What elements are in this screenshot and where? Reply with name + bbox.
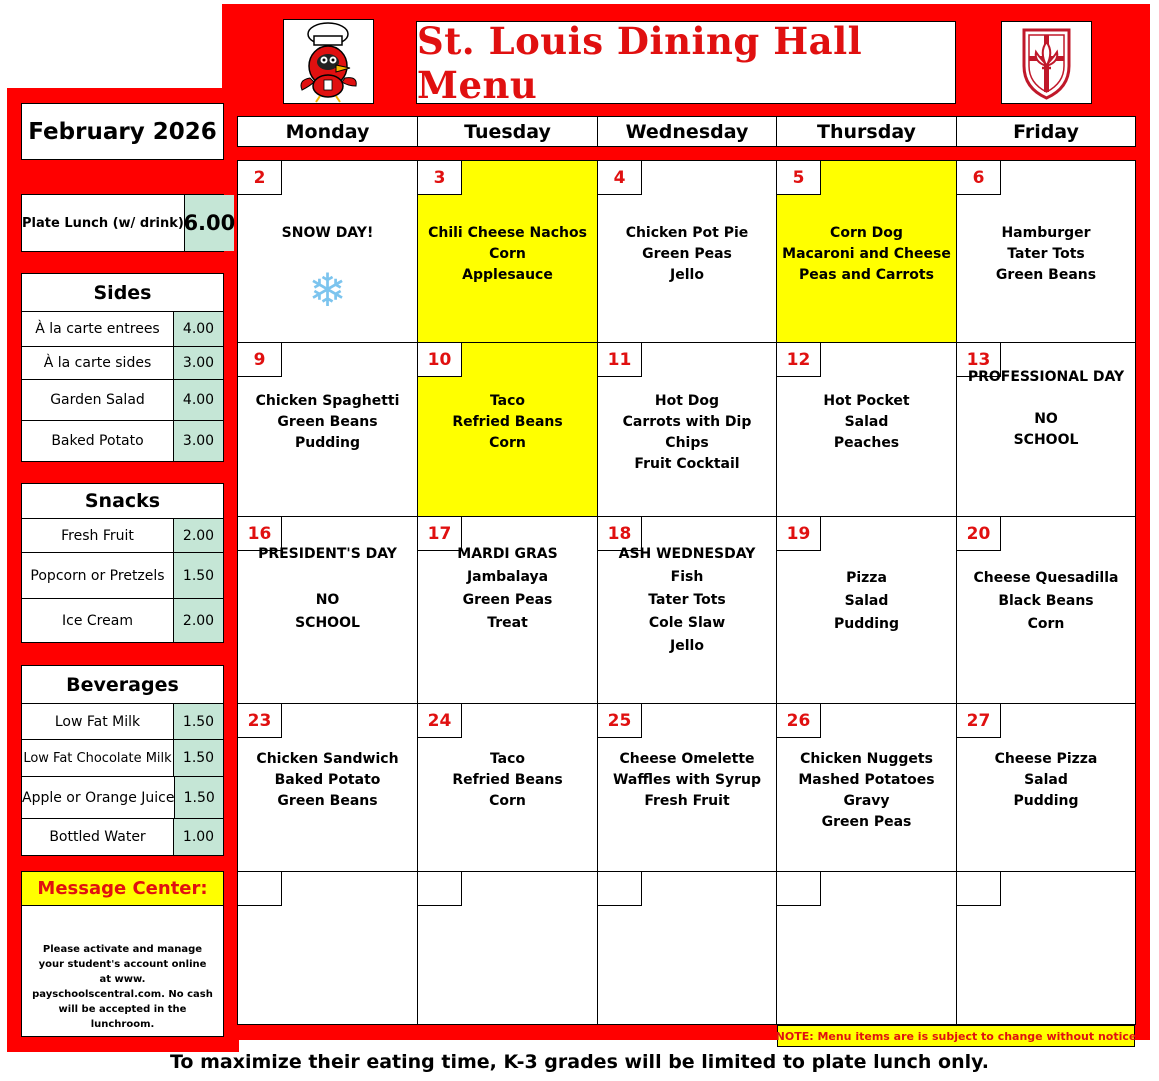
item-price: 1.50 <box>174 740 223 776</box>
menu-item: Jello <box>670 267 704 283</box>
menu-item: Corn <box>489 246 526 262</box>
cardinal-chef-icon <box>284 20 373 103</box>
menu-item: Macaroni and Cheese <box>782 246 951 262</box>
item-label: Low Fat Chocolate Milk <box>22 740 174 776</box>
item-price: 3.00 <box>174 421 223 461</box>
menu-item: Pudding <box>1013 793 1079 809</box>
day-label: Wednesday <box>625 120 749 143</box>
day-cell-thursday <box>776 160 957 343</box>
menu-items <box>957 749 1135 812</box>
menu-item: Chicken Sandwich <box>256 751 399 767</box>
price-row <box>22 777 223 819</box>
day-number: 4 <box>598 161 642 195</box>
day-cell-wednesday <box>597 160 777 343</box>
day-cell-tuesday <box>417 871 598 1025</box>
menu-item: Peaches <box>833 435 900 451</box>
price-row <box>22 347 223 380</box>
day-cell-thursday <box>776 871 957 1025</box>
menu-item: Green Beans <box>277 414 378 430</box>
day-label: Thursday <box>817 120 916 143</box>
day-cell-monday <box>237 703 418 872</box>
day-number <box>238 872 282 906</box>
message-center <box>21 871 224 1037</box>
item-price: 2.00 <box>174 599 223 642</box>
menu-item: Fresh Fruit <box>644 793 730 809</box>
plate-lunch-label: Plate Lunch (w/ drink) <box>22 195 185 251</box>
price-row <box>22 421 223 461</box>
menu-item: Cole Slaw <box>648 615 726 631</box>
crest-logo <box>1001 21 1092 104</box>
menu-item: Salad <box>1024 772 1068 788</box>
price-row <box>22 819 223 855</box>
menu-item: PRESIDENT'S DAY <box>258 546 397 562</box>
menu-item: Chips <box>665 435 709 451</box>
menu-item: Green Peas <box>642 246 732 262</box>
menu-item: NO <box>1034 411 1058 427</box>
menu-item <box>957 388 1135 409</box>
item-price: 1.00 <box>174 819 223 855</box>
day-cell-friday <box>956 516 1136 704</box>
menu-item: SCHOOL <box>1013 432 1079 448</box>
menu-item: Salad <box>844 593 889 609</box>
menu-items <box>777 391 956 454</box>
menu-items <box>238 749 417 812</box>
plate-lunch-row <box>22 195 236 251</box>
message-center-title: Message Center: <box>22 872 223 906</box>
menu-items <box>238 223 417 244</box>
menu-item: Treat <box>487 615 528 631</box>
menu-item: Green Peas <box>821 814 912 830</box>
snowflake-icon: ❄ <box>308 263 347 317</box>
header-monday <box>237 116 418 147</box>
day-cell-wednesday <box>597 516 777 704</box>
menu-items <box>418 749 597 812</box>
plate-lunch-price: 6.00 <box>185 195 234 251</box>
day-number: 19 <box>777 517 821 551</box>
day-cell-wednesday <box>597 342 777 517</box>
day-cell-tuesday <box>417 516 598 704</box>
day-number <box>957 872 1001 906</box>
menu-items <box>238 543 417 635</box>
day-number: 11 <box>598 343 642 377</box>
item-label: À la carte entrees <box>22 312 174 346</box>
menu-items <box>777 567 956 636</box>
snacks-title: Snacks <box>22 484 223 519</box>
item-label: Baked Potato <box>22 421 174 461</box>
menu-item: Jambalaya <box>466 569 549 585</box>
menu-item: Corn <box>1027 616 1065 632</box>
day-number: 16 <box>238 517 282 551</box>
mascot-logo <box>283 19 374 104</box>
header-tuesday <box>417 116 598 147</box>
price-row <box>22 599 223 642</box>
menu-item: Pudding <box>833 616 900 632</box>
day-number: 24 <box>418 704 462 738</box>
menu-item: Waffles with Syrup <box>612 772 762 788</box>
snacks-table <box>21 483 224 643</box>
menu-item: Chicken Pot Pie <box>625 225 749 241</box>
item-label: Fresh Fruit <box>22 519 174 552</box>
day-label: Tuesday <box>464 120 551 143</box>
day-number: 17 <box>418 517 462 551</box>
menu-item: Corn Dog <box>830 225 903 241</box>
change-notice: NOTE: Menu items are is subject to change without notice <box>777 1025 1135 1047</box>
day-cell-tuesday <box>417 703 598 872</box>
menu-item: Hot Dog <box>654 393 720 409</box>
menu-items <box>418 391 597 454</box>
price-row <box>22 519 223 553</box>
menu-item: Refried Beans <box>452 772 563 788</box>
item-price: 1.50 <box>174 553 223 598</box>
menu-item: Black Beans <box>998 593 1094 609</box>
header-friday <box>956 116 1136 147</box>
message-center-body: Please activate and manage your student's account online at www. payschoolscentral.com. No cash will be accepted in the lunchroom. <box>32 944 213 1030</box>
day-cell-friday <box>956 871 1136 1025</box>
sides-title: Sides <box>22 274 223 312</box>
price-row <box>22 704 223 740</box>
plate-lunch-box <box>21 194 236 252</box>
item-label: Apple or Orange Juice <box>22 777 175 818</box>
item-label: Garden Salad <box>22 380 174 420</box>
menu-items <box>238 391 417 454</box>
day-number <box>777 872 821 906</box>
beverages-table <box>21 665 224 856</box>
price-row <box>22 380 223 421</box>
menu-item: PROFESSIONAL DAY <box>967 369 1125 385</box>
item-price: 4.00 <box>174 380 223 420</box>
item-price: 2.00 <box>174 519 223 552</box>
day-cell-tuesday <box>417 342 598 517</box>
menu-item: SNOW DAY! <box>281 225 374 241</box>
menu-item: MARDI GRAS <box>457 546 558 562</box>
menu-item: Green Beans <box>277 793 378 809</box>
day-number: 6 <box>957 161 1001 195</box>
day-number: 2 <box>238 161 282 195</box>
day-cell-thursday <box>776 342 957 517</box>
menu-item: Peas and Carrots <box>799 267 934 283</box>
day-cell-friday <box>956 342 1136 517</box>
day-number: 20 <box>957 517 1001 551</box>
menu-item: Chicken Nuggets <box>800 751 933 767</box>
menu-item: Carrots with Dip <box>622 414 752 430</box>
fleur-de-lis-shield-icon <box>1002 22 1091 103</box>
menu-item: Applesauce <box>462 267 553 283</box>
menu-items <box>598 223 776 286</box>
menu-item: Corn <box>489 435 526 451</box>
item-label: Popcorn or Pretzels <box>22 553 174 598</box>
menu-items <box>598 749 776 812</box>
item-price: 1.50 <box>174 704 223 739</box>
item-label: Bottled Water <box>22 819 174 855</box>
menu-item: Gravy <box>843 793 890 809</box>
day-number <box>598 872 642 906</box>
day-cell-monday <box>237 160 418 343</box>
menu-item: Fish <box>670 569 704 585</box>
menu-items <box>777 749 956 833</box>
menu-items <box>598 543 776 658</box>
menu-items <box>957 367 1135 451</box>
day-cell-monday <box>237 871 418 1025</box>
day-number: 3 <box>418 161 462 195</box>
day-cell-tuesday <box>417 160 598 343</box>
menu-items <box>418 223 597 286</box>
menu-item: Hot Pocket <box>823 393 910 409</box>
beverages-title: Beverages <box>22 666 223 704</box>
menu-item: Chili Cheese Nachos <box>428 225 587 241</box>
day-label: Monday <box>285 120 370 143</box>
item-price: 4.00 <box>174 312 223 346</box>
menu-item: Green Peas <box>462 592 553 608</box>
day-cell-wednesday <box>597 871 777 1025</box>
item-price: 3.00 <box>174 347 223 379</box>
item-price: 1.50 <box>175 777 223 818</box>
day-number: 25 <box>598 704 642 738</box>
menu-item: Taco <box>489 751 526 767</box>
menu-item: Cheese Omelette <box>619 751 755 767</box>
day-number: 23 <box>238 704 282 738</box>
header-thursday <box>776 116 957 147</box>
day-number: 26 <box>777 704 821 738</box>
menu-item <box>238 566 417 589</box>
day-number: 13 <box>957 343 1001 377</box>
menu-title-box <box>416 18 956 107</box>
menu-item: Corn <box>489 793 526 809</box>
menu-item: Pudding <box>294 435 361 451</box>
day-cell-thursday <box>776 703 957 872</box>
menu-item: SCHOOL <box>295 615 360 631</box>
menu-item: Fruit Cocktail <box>634 456 740 472</box>
day-cell-friday <box>956 160 1136 343</box>
day-label: Friday <box>1013 120 1079 143</box>
menu-item: NO <box>315 592 340 608</box>
day-number: 9 <box>238 343 282 377</box>
footer-note: To maximize their eating time, K-3 grades will be limited to plate lunch only. <box>169 1051 990 1073</box>
menu-item: Green Beans <box>995 267 1097 283</box>
menu-item: Baked Potato <box>274 772 381 788</box>
day-number <box>418 872 462 906</box>
day-number: 10 <box>418 343 462 377</box>
page-title: St. Louis Dining Hall Menu <box>417 18 863 107</box>
menu-item: Refried Beans <box>452 414 563 430</box>
month-label: February 2026 <box>28 118 217 145</box>
item-label: Low Fat Milk <box>22 704 174 739</box>
menu-item: Tater Tots <box>1007 246 1085 262</box>
menu-items <box>418 543 597 635</box>
menu-item: Cheese Quesadilla <box>973 570 1119 586</box>
price-row <box>22 312 223 347</box>
menu-item: Tater Tots <box>648 592 726 608</box>
menu-items <box>598 391 776 475</box>
price-row <box>22 553 223 599</box>
menu-items <box>957 223 1135 286</box>
sides-table <box>21 273 224 462</box>
menu-items <box>777 223 956 286</box>
month-box <box>21 103 224 160</box>
day-number: 27 <box>957 704 1001 738</box>
menu-item: ASH WEDNESDAY <box>618 546 756 562</box>
menu-item: Taco <box>489 393 526 409</box>
day-cell-friday <box>956 703 1136 872</box>
menu-item: Hamburger <box>1001 225 1091 241</box>
menu-items <box>957 567 1135 636</box>
menu-item: Mashed Potatoes <box>798 772 935 788</box>
menu-item: Jello <box>670 638 704 654</box>
day-cell-thursday <box>776 516 957 704</box>
item-label: Ice Cream <box>22 599 174 642</box>
day-number: 18 <box>598 517 642 551</box>
day-cell-monday <box>237 342 418 517</box>
day-cell-monday <box>237 516 418 704</box>
day-number: 12 <box>777 343 821 377</box>
menu-item: Chicken Spaghetti <box>255 393 400 409</box>
menu-item: Pizza <box>846 570 887 586</box>
price-row <box>22 740 223 777</box>
item-label: À la carte sides <box>22 347 174 379</box>
menu-item: Salad <box>844 414 889 430</box>
menu-item: Cheese Pizza <box>994 751 1098 767</box>
day-number: 5 <box>777 161 821 195</box>
day-cell-wednesday <box>597 703 777 872</box>
header-wednesday <box>597 116 777 147</box>
